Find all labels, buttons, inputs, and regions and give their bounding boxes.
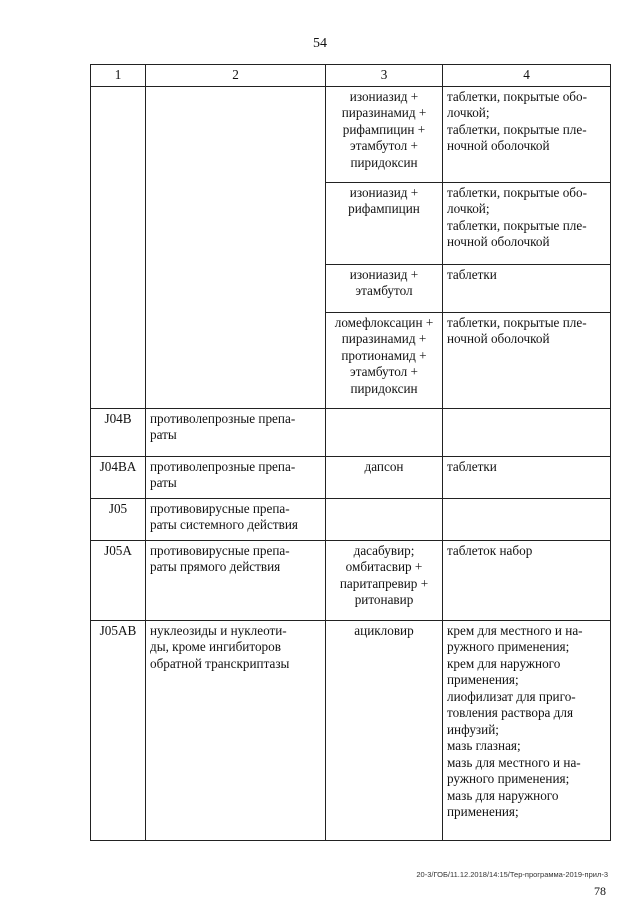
group-cell: [146, 540, 326, 620]
forms-line: таблетки, покрытые обо-: [447, 88, 587, 104]
dosage-form-cell: [443, 540, 611, 620]
atc-code-cell: [91, 182, 146, 264]
forms-line: лочкой;: [447, 201, 490, 216]
dosage-form-cell: [443, 86, 611, 182]
inn-cell: [326, 498, 443, 540]
table-row: [91, 620, 611, 840]
group-line: ды, кроме ингибиторов: [150, 639, 281, 654]
forms-line: таблетки: [447, 458, 497, 474]
forms-line: мазь для местного и на-: [447, 754, 581, 770]
inn-cell: [326, 182, 443, 264]
table-header-row: [91, 65, 611, 87]
inn-line: этамбутол: [355, 283, 413, 298]
dosage-form-cell: [443, 182, 611, 264]
table-row: [91, 182, 611, 264]
group-line: нуклеозиды и нуклеоти-: [150, 622, 287, 638]
atc-code-cell: J04B: [91, 408, 146, 456]
inn-line: ацикловир: [354, 622, 414, 638]
forms-line: таблетки: [447, 266, 497, 282]
dosage-form-cell: [443, 312, 611, 408]
table-row: [91, 540, 611, 620]
inn-cell: [326, 456, 443, 498]
header-col-3: 3: [326, 65, 443, 87]
group-line: противолепрозные препа-: [150, 410, 296, 426]
inn-line: дасабувир;: [353, 542, 415, 558]
group-cell: [146, 264, 326, 312]
forms-line: ночной оболочкой: [447, 234, 550, 249]
inn-line: омбитасвир +: [345, 559, 423, 574]
inn-line: этамбутол +: [350, 364, 418, 379]
dosage-form-cell: [443, 408, 611, 456]
inn-line: изониазид +: [349, 184, 419, 200]
table-row: [91, 312, 611, 408]
group-cell: [146, 182, 326, 264]
forms-line: таблетки, покрытые пле-: [447, 121, 587, 137]
inn-line: паритапревир +: [339, 575, 429, 591]
atc-code-cell: [91, 312, 146, 408]
inn-line: протионамид +: [341, 347, 427, 363]
table-row: [91, 264, 611, 312]
forms-line: мазь для наружного: [447, 787, 559, 803]
inn-line: пиридоксин: [350, 380, 418, 396]
footer-document-code: 20-3/ГОБ/11.12.2018/14:15/Тер-программа-2019-прил-3: [416, 870, 608, 879]
inn-cell: [326, 620, 443, 840]
inn-line: изониазид +: [349, 266, 419, 282]
inn-cell: [326, 264, 443, 312]
drug-table: [90, 64, 611, 841]
forms-line: таблетки, покрытые пле-: [447, 314, 587, 330]
forms-line: таблетки, покрытые обо-: [447, 184, 587, 200]
group-cell: [146, 620, 326, 840]
dosage-form-cell: [443, 264, 611, 312]
dosage-form-cell: [443, 498, 611, 540]
group-cell: [146, 498, 326, 540]
forms-line: таблетки, покрытые пле-: [447, 217, 587, 233]
table-row: [91, 86, 611, 182]
inn-cell: [326, 408, 443, 456]
forms-line: лочкой;: [447, 105, 490, 120]
forms-line: таблеток набор: [447, 542, 533, 558]
forms-line: инфузий;: [447, 721, 499, 737]
group-cell: [146, 408, 326, 456]
group-cell: [146, 86, 326, 182]
header-col-2: 2: [146, 65, 326, 87]
atc-code-cell: J05AB: [91, 620, 146, 840]
group-cell: [146, 456, 326, 498]
group-line: раты: [150, 475, 177, 490]
forms-line: ночной оболочкой: [447, 138, 550, 153]
table-row: [91, 456, 611, 498]
forms-line: мазь глазная;: [447, 738, 521, 753]
forms-line: ночной оболочкой: [447, 331, 550, 346]
group-line: противовирусные препа-: [150, 542, 290, 558]
atc-code-cell: J05: [91, 498, 146, 540]
inn-cell: [326, 312, 443, 408]
forms-line: товления раствора для: [447, 705, 574, 720]
inn-cell: [326, 86, 443, 182]
inn-line: рифампицин +: [342, 121, 426, 137]
forms-line: применения;: [447, 672, 519, 687]
forms-line: крем для местного и на-: [447, 622, 583, 638]
group-cell: [146, 312, 326, 408]
group-line: противолепрозные препа-: [150, 458, 296, 474]
group-line: раты системного действия: [150, 517, 298, 532]
atc-code-cell: J04BA: [91, 456, 146, 498]
inn-line: этамбутол +: [350, 138, 418, 153]
inn-line: рифампицин: [348, 201, 420, 216]
forms-line: крем для наружного: [447, 655, 561, 671]
atc-code-cell: J05A: [91, 540, 146, 620]
page-number: 54: [313, 36, 327, 51]
table-row: [91, 498, 611, 540]
dosage-form-cell: [443, 620, 611, 840]
inn-line: изониазид +: [349, 88, 419, 104]
group-line: раты прямого действия: [150, 559, 281, 574]
inn-line: пиридоксин: [350, 154, 418, 170]
table-row: [91, 408, 611, 456]
group-line: раты: [150, 427, 177, 442]
inn-line: ритонавир: [354, 592, 414, 607]
forms-line: ружного применения;: [447, 771, 570, 786]
footer-page-number: 78: [594, 884, 606, 898]
header-col-4: 4: [443, 65, 611, 87]
group-line: обратной транскриптазы: [150, 655, 290, 671]
forms-line: применения;: [447, 804, 519, 819]
forms-line: ружного применения;: [447, 639, 570, 654]
inn-line: ломефлоксацин +: [334, 314, 434, 330]
forms-line: лиофилизат для приго-: [447, 688, 576, 704]
inn-line: дапсон: [364, 458, 404, 474]
atc-code-cell: [91, 264, 146, 312]
dosage-form-cell: [443, 456, 611, 498]
inn-line: пиразинамид +: [341, 105, 427, 120]
inn-cell: [326, 540, 443, 620]
atc-code-cell: [91, 86, 146, 182]
inn-line: пиразинамид +: [341, 331, 427, 346]
header-col-1: 1: [91, 65, 146, 87]
group-line: противовирусные препа-: [150, 500, 290, 516]
